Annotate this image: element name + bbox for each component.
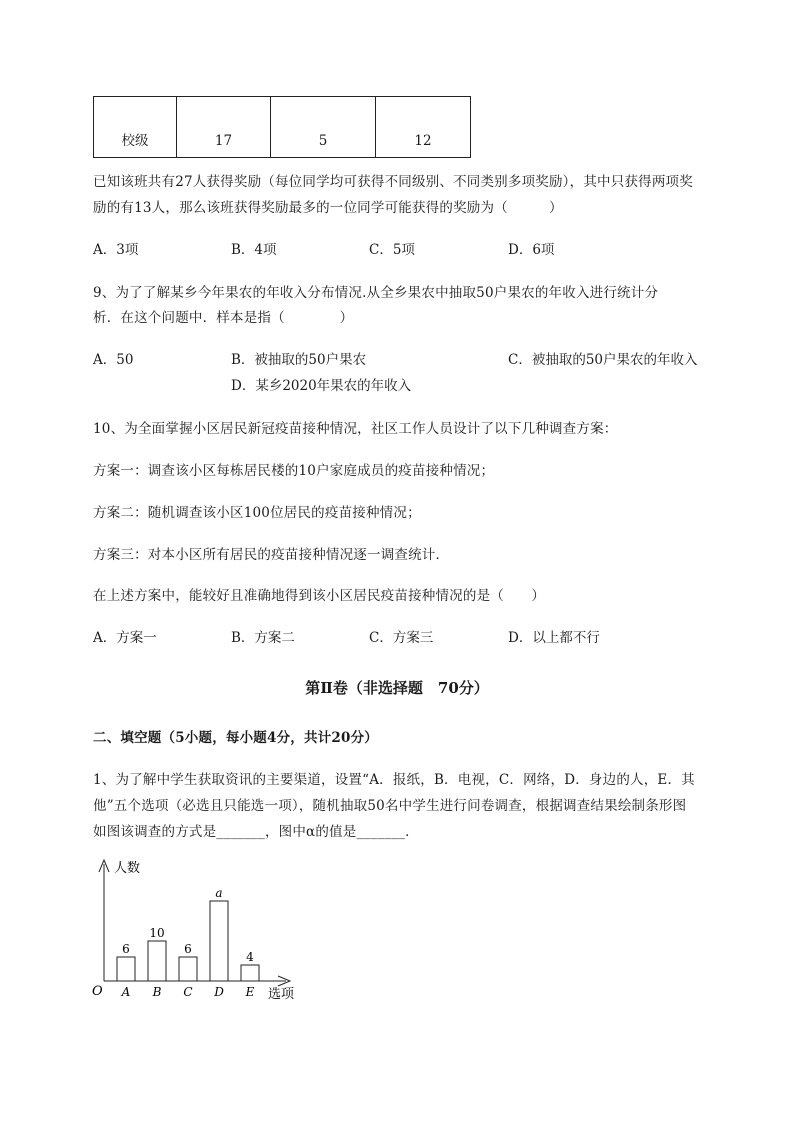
- f1-line3: 如图该调查的方式是_______，图中α的值是_______．: [93, 824, 419, 840]
- q10-plan3: 方案三：对本小区所有居民的疫苗接种情况逐一调查统计．: [93, 547, 450, 563]
- q9-line2: 析．在这个问题中．样本是指（ ）: [93, 310, 354, 326]
- bar-C: [179, 957, 197, 981]
- q9-option-a: A．50: [93, 352, 134, 368]
- q8-option-b: B．4项: [231, 242, 277, 258]
- y-axis-label: 人数: [114, 861, 141, 876]
- bar-value-label: a: [215, 886, 223, 900]
- table-cell: 5: [271, 97, 376, 158]
- q8-option-a: A．3项: [93, 242, 139, 258]
- category-tick-label: B: [152, 985, 162, 999]
- q8-option-c: C．5项: [369, 242, 415, 258]
- bar-chart: [86, 852, 316, 1012]
- q9-option-b: B．被抽取的50户果农: [231, 352, 367, 368]
- q10-plan1: 方案一：调查该小区每栋居民楼的10户家庭成员的疫苗接种情况；: [93, 463, 495, 479]
- bar-value-label: 4: [246, 950, 254, 964]
- bar-value-label: 10: [149, 926, 165, 940]
- section2-title: 二、填空题（5小题，每小题4分，共计20分）: [93, 730, 378, 746]
- q10-option-c: C．方案三: [369, 630, 434, 646]
- y-axis: [99, 860, 109, 981]
- category-tick-label: A: [121, 985, 131, 999]
- category-tick-label: C: [183, 985, 193, 999]
- f1-line2: 他”五个选项（必选且只能选一项），随机抽取50名中学生进行问卷调查，根据调查结果绘制条形图: [93, 798, 687, 814]
- q8-line1: 已知该班共有27人获得奖励（每位同学均可获得不同级别、不同类别多项奖励），其中只获得两项奖: [93, 174, 693, 190]
- x-axis-label: 选项: [268, 987, 295, 1002]
- table-cell: 17: [177, 97, 271, 158]
- origin-label: O: [92, 984, 103, 999]
- q9-line1: 9、为了了解某乡今年果农的年收入分布情况.从全乡果农中抽取50户果农的年收入进行统计分: [93, 285, 659, 301]
- bar-value-label: 6: [122, 942, 130, 956]
- q10-question: 在上述方案中，能较好且准确地得到该小区居民疫苗接种情况的是（ ）: [93, 588, 546, 604]
- bar-B: [148, 941, 166, 981]
- category-tick-label: E: [245, 985, 255, 999]
- part2-title: 第Ⅱ卷（非选择题 70分）: [305, 679, 489, 697]
- table-row: [94, 97, 471, 158]
- q10-option-a: A．方案一: [93, 630, 157, 646]
- q9-option-d: D．某乡2020年果农的年收入: [231, 378, 412, 394]
- q10-plan2: 方案二：随机调查该小区100位居民的疫苗接种情况；: [93, 505, 421, 521]
- bar-D: [210, 901, 228, 981]
- table-cell-label: 校级: [94, 97, 177, 158]
- q10-stem: 10、为全面掌握小区居民新冠疫苗接种情况，社区工作人员设计了以下几种调查方案：: [93, 421, 618, 437]
- q10-option-b: B．方案二: [231, 630, 295, 646]
- bar-value-label: 6: [184, 942, 192, 956]
- award-table: [93, 96, 471, 158]
- bar-A: [117, 957, 135, 981]
- f1-line1: 1、为了解中学生获取资讯的主要渠道，设置“A．报纸，B．电视，C．网络，D．身边的人，E．其: [93, 772, 695, 788]
- q8-option-d: D．6项: [508, 242, 555, 258]
- category-tick-label: D: [214, 985, 224, 999]
- table-cell: 12: [376, 97, 471, 158]
- q10-option-d: D．以上都不行: [508, 630, 600, 646]
- q8-line2: 励的有13人，那么该班获得奖励最多的一位同学可能获得的奖励为（ ）: [93, 200, 563, 216]
- q9-option-c: C．被抽取的50户果农的年收入: [508, 352, 698, 368]
- bar-E: [241, 965, 259, 981]
